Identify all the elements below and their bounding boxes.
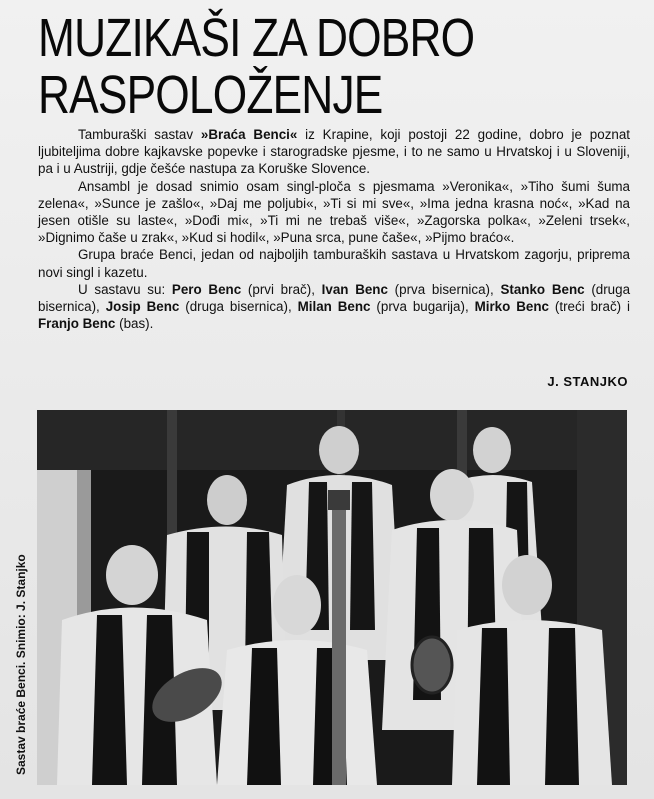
member-name: Mirko Benc xyxy=(474,299,549,315)
text-run: (druga bisernica), xyxy=(179,299,298,315)
text-run: (prva bugarija), xyxy=(370,299,475,315)
text-run: (treći brač) i xyxy=(548,299,630,315)
text-run: U sastavu su: xyxy=(78,281,172,297)
byline: J. STANJKO xyxy=(547,374,628,389)
article-paragraph xyxy=(38,246,630,280)
member-name: Ivan Benc xyxy=(321,281,388,297)
text-run: Grupa braće Benci, jedan od najboljih tamburaških sastava u Hrvatskom zagorju, priprema novi singl i kazetu. xyxy=(38,247,630,280)
member-name: Stanko Benc xyxy=(500,281,585,297)
article-paragraph xyxy=(38,126,630,178)
text-run: (bas). xyxy=(115,316,154,332)
article-body xyxy=(38,126,630,332)
headline-line-2: RASPOLOŽENJE xyxy=(38,65,383,125)
member-name: Milan Benc xyxy=(297,299,371,315)
headline xyxy=(38,10,530,124)
text-run: iz Krapine, koji postoji 22 godine, dobro je poznat ljubiteljima dobre kajkavske popevke i starogradske pjesme, i to ne samo u Hrvatskoj i u Sloveniji, pa i u Austriji, gdje češće nastupa za Koruške Slovence. xyxy=(38,127,631,177)
article-paragraph xyxy=(38,281,630,333)
text-run: (druga bisernica), xyxy=(38,281,631,315)
photo-caption: Sastav braće Benci. Snimio: J. Stanjko xyxy=(14,554,28,775)
member-name: Pero Benc xyxy=(171,281,242,297)
text-run: Ansambl je dosad snimio osam singl-ploča s pjesmama »Veronika«, »Tiho šumi šuma zelena«, »Sunce je zašlo«, »Daj me poljubi«, »Ti si mi sve«, »Ima jedna krasna noć«, »Kad na jesen otišle su laste«, »Dođi mi«, »Ti mi ne trebaš više«, »Zagorska polka«, »Zeleni trsek«, »Dignimo čaše u zrak«, »Kud si hodil«, »Puna srca, pune čaše«, »Pijmo braćo«. xyxy=(38,178,630,246)
article-paragraph xyxy=(38,178,630,247)
text-run: (prva bisernica), xyxy=(387,281,501,297)
text-run: Tamburaški sastav xyxy=(78,127,201,142)
member-name: Franjo Benc xyxy=(38,316,116,332)
member-name: Josip Benc xyxy=(105,299,180,315)
member-name: »Braća Benci« xyxy=(200,127,298,142)
headline-line-1: MUZIKAŠI ZA DOBRO xyxy=(38,8,475,68)
text-run: (prvi brač), xyxy=(241,281,322,297)
band-photo xyxy=(37,410,627,785)
band-photo-image xyxy=(37,410,627,785)
